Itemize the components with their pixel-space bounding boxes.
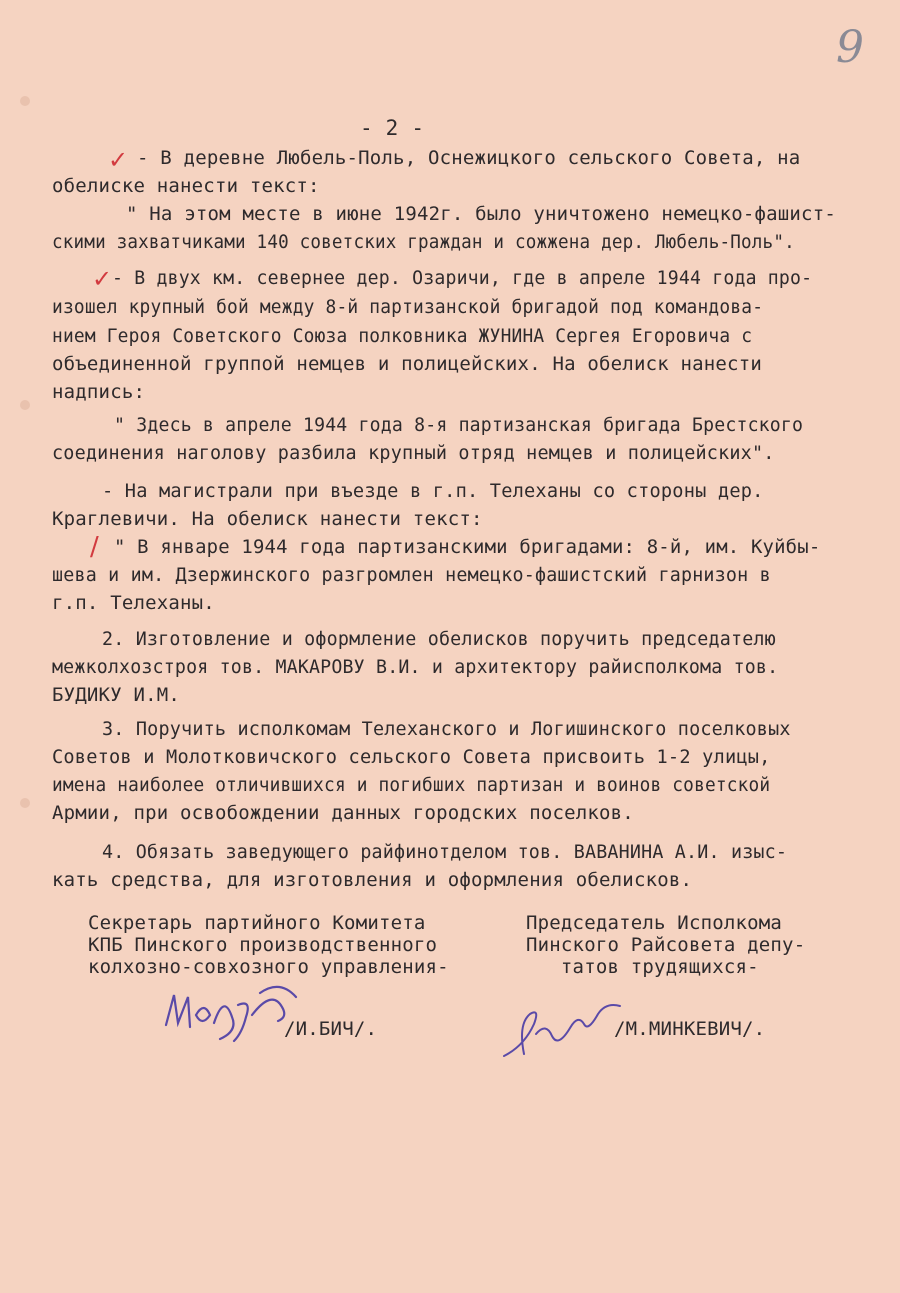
- signatory-name-right: /М.МИНКЕВИЧ/.: [614, 1018, 766, 1040]
- punch-hole-top: [20, 96, 30, 106]
- signatory-title-left: Секретарь партийного Комитета КПБ Пинского производственного колхозно-совхозного управления-: [88, 912, 449, 978]
- text-line: 3. Поручить исполкомам Телеханского и Логишинского поселковых: [102, 718, 791, 740]
- signatory-name-left: /И.БИЧ/.: [284, 1018, 378, 1040]
- inscription-line: " В январе 1944 года партизанскими бригадами: 8-й, им. Куйбы-: [114, 536, 821, 558]
- punch-hole-bottom: [20, 798, 30, 808]
- red-pencil-stroke-icon: /: [90, 532, 99, 562]
- text-line: обелиске нанести текст:: [52, 175, 320, 197]
- page-mark: - 2 -: [360, 116, 425, 140]
- red-check-mark-icon: ✓: [108, 146, 129, 174]
- inscription-line: " На этом месте в июне 1942г. было уничтожено немецко-фашист-: [126, 203, 836, 225]
- text-line: объединенной группой немцев и полицейских. На обелиск нанести: [52, 353, 762, 375]
- text-line: 4. Обязать заведующего райфинотделом тов. ВАВАНИНА А.И. изыс-: [102, 841, 788, 863]
- text-line: Армии, при освобождении данных городских поселков.: [52, 802, 634, 824]
- inscription-line: г.п. Телеханы.: [52, 592, 215, 614]
- inscription-line: скими захватчиками 140 советских граждан и сожжена дер. Любель-Поль".: [52, 231, 795, 253]
- signature-right: [500, 998, 630, 1068]
- text-line: имена наиболее отличившихся и погибших партизан и воинов советской: [52, 774, 771, 796]
- text-line: - В двух км. севернее дер. Озаричи, где в апреле 1944 года про-: [112, 267, 813, 289]
- punch-hole-middle: [20, 400, 30, 410]
- text-line: межколхозстроя тов. МАКАРОВУ В.И. и архитектору райисполкома тов.: [52, 656, 779, 678]
- text-line: БУДИКУ И.М.: [52, 684, 181, 706]
- signature-left: [160, 975, 300, 1055]
- red-check-mark-icon: ✓: [92, 265, 113, 293]
- text-line: Краглевичи. На обелиск нанести текст:: [52, 508, 483, 530]
- text-line: надпись:: [52, 381, 146, 403]
- text-line: нием Героя Советского Союза полковника ЖУНИНА Сергея Егоровича с: [52, 325, 753, 347]
- text-line: кать средства, для изготовления и оформления обелисков.: [52, 869, 693, 891]
- text-line: 2. Изготовление и оформление обелисков поручить председателю: [102, 628, 776, 650]
- text-line: - На магистрали при въезде в г.п. Телеханы со стороны дер.: [102, 480, 764, 502]
- text-line: Советов и Молотковичского сельского Совета присвоить 1-2 улицы,: [52, 746, 771, 768]
- inscription-line: соединения наголову разбила крупный отряд немцев и полицейских".: [52, 442, 775, 464]
- text-line: изошел крупный бой между 8-й партизанской бригадой под командова-: [52, 296, 764, 318]
- signatory-title-right: Председатель Исполкома Пинского Райсовета депу- татов трудящихся-: [526, 912, 806, 978]
- text-line: - В деревне Любель-Поль, Оснежицкого сельского Совета, на: [137, 147, 801, 169]
- handwritten-page-number: 9: [836, 22, 865, 73]
- inscription-line: " Здесь в апреле 1944 года 8-я партизанская бригада Брестского: [114, 414, 804, 436]
- inscription-line: шева и им. Дзержинского разгромлен немецко-фашистский гарнизон в: [52, 564, 771, 586]
